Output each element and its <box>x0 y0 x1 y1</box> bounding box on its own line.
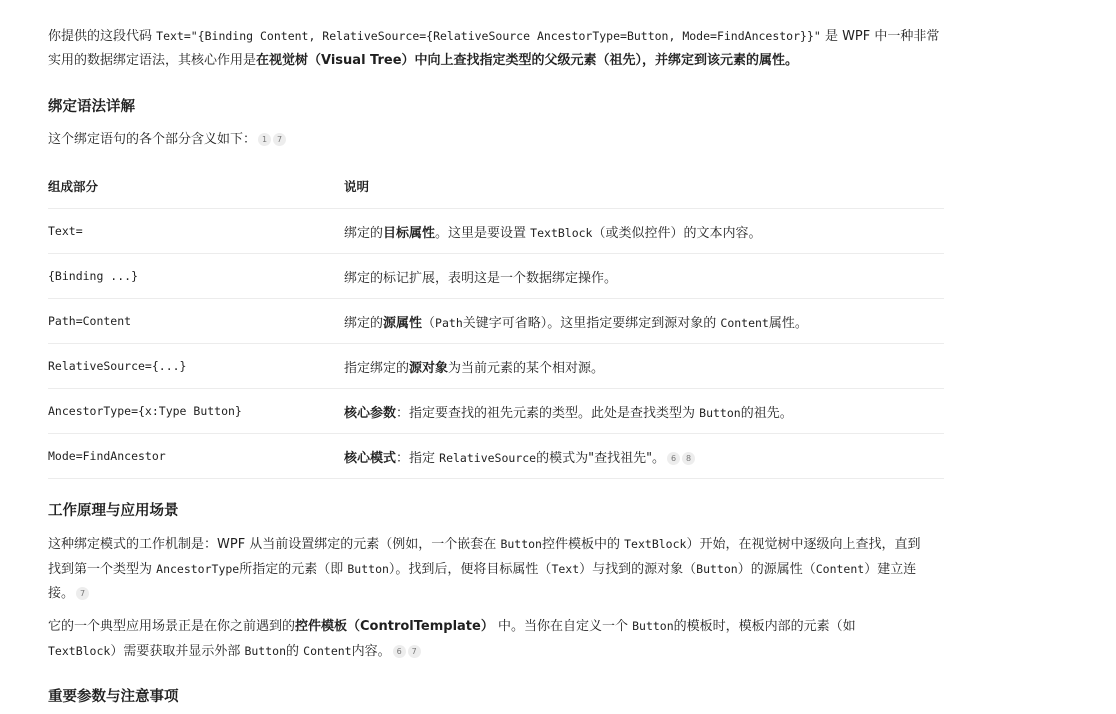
section-heading-syntax: 绑定语法详解 <box>48 99 135 115</box>
work-paragraph: 这种绑定模式的工作机制是：WPF 从当前设置绑定的元素（例如，一个嵌套在 Button控件模板中的 TextBlock）开始，在视觉树中逐级向上查找，直到找到第一个类型为 AncestorType所指定的元素（即 Button）。找到后，便将目标属性（Text）与找到的源对象（Button）的源属性（Content）建立连接。 7 <box>48 537 921 601</box>
citation-badge[interactable]: 6 <box>393 645 406 658</box>
citation-badge[interactable]: 8 <box>682 452 695 465</box>
table-cell-part: Path=Content <box>48 313 132 328</box>
table-row <box>48 344 944 389</box>
table-row <box>48 299 944 344</box>
table-cell-part: {Binding ...} <box>48 268 139 283</box>
table-cell-part: AncestorType={x:Type Button} <box>48 403 242 418</box>
citation-badge[interactable]: 7 <box>76 587 89 600</box>
table-row <box>48 434 944 479</box>
table-header-part: 组成部分 <box>48 179 99 194</box>
table-row <box>48 389 944 434</box>
table-cell-desc: 绑定的目标属性。这里是要设置 TextBlock（或类似控件）的文本内容。 <box>344 225 762 241</box>
intro-bold: 在视觉树（Visual Tree）中向上查找指定类型的父级元素（祖先），并绑定到该元素的属性。 <box>256 53 799 68</box>
intro-paragraph <box>48 24 944 73</box>
syntax-table <box>48 164 944 479</box>
table-cell-desc: 核心参数：指定要查找的祖先元素的类型。此处是查找类型为 Button的祖先。 <box>344 405 793 421</box>
section-heading-work: 工作原理与应用场景 <box>48 503 179 519</box>
table-cell-desc: 指定绑定的源对象为当前元素的某个相对源。 <box>344 360 605 376</box>
citation-badge[interactable]: 7 <box>273 133 286 146</box>
intro-code: Text="{Binding Content, RelativeSource={RelativeSource AncestorType=Button, Mode=FindAncestor}}" <box>156 29 821 43</box>
table-header-desc: 说明 <box>344 179 370 194</box>
intro-text: 你提供的这段代码 <box>48 29 157 44</box>
syntax-intro <box>48 128 286 152</box>
citation-badge[interactable]: 6 <box>667 452 680 465</box>
table-cell-part: Mode=FindAncestor <box>48 448 166 463</box>
citation-badge[interactable]: 1 <box>258 133 271 146</box>
table-cell-desc: 绑定的标记扩展，表明这是一个数据绑定操作。 <box>344 270 618 286</box>
table-cell-part: Text= <box>48 223 83 238</box>
citation-badge[interactable]: 7 <box>408 645 421 658</box>
scenario-paragraph: 它的一个典型应用场景正是在你之前遇到的控件模板（ControlTemplate） 中。当你在自定义一个 Button的模板时，模板内部的元素（如 TextBlock）需要获取并显示外部 Button的 Content内容。 6 7 <box>48 619 856 659</box>
table-row <box>48 254 944 299</box>
table-cell-part: RelativeSource={...} <box>48 358 187 373</box>
syntax-intro-text: 这个绑定语句的各个部分含义如下： <box>48 132 257 147</box>
table-cell-desc: 绑定的源属性（Path关键字可省略）。这里指定要绑定到源对象的 Content属性。 <box>344 315 808 331</box>
intro-text-middle: 是 WPF 中一种非常实用的数据绑定语法，其核心作用是 <box>48 29 940 68</box>
section-heading-params: 重要参数与注意事项 <box>48 689 179 705</box>
table-cell-desc: 核心模式：指定 RelativeSource的模式为"查找祖先"。 6 8 <box>344 447 944 466</box>
table-header-row <box>48 164 944 209</box>
table-row <box>48 209 944 254</box>
